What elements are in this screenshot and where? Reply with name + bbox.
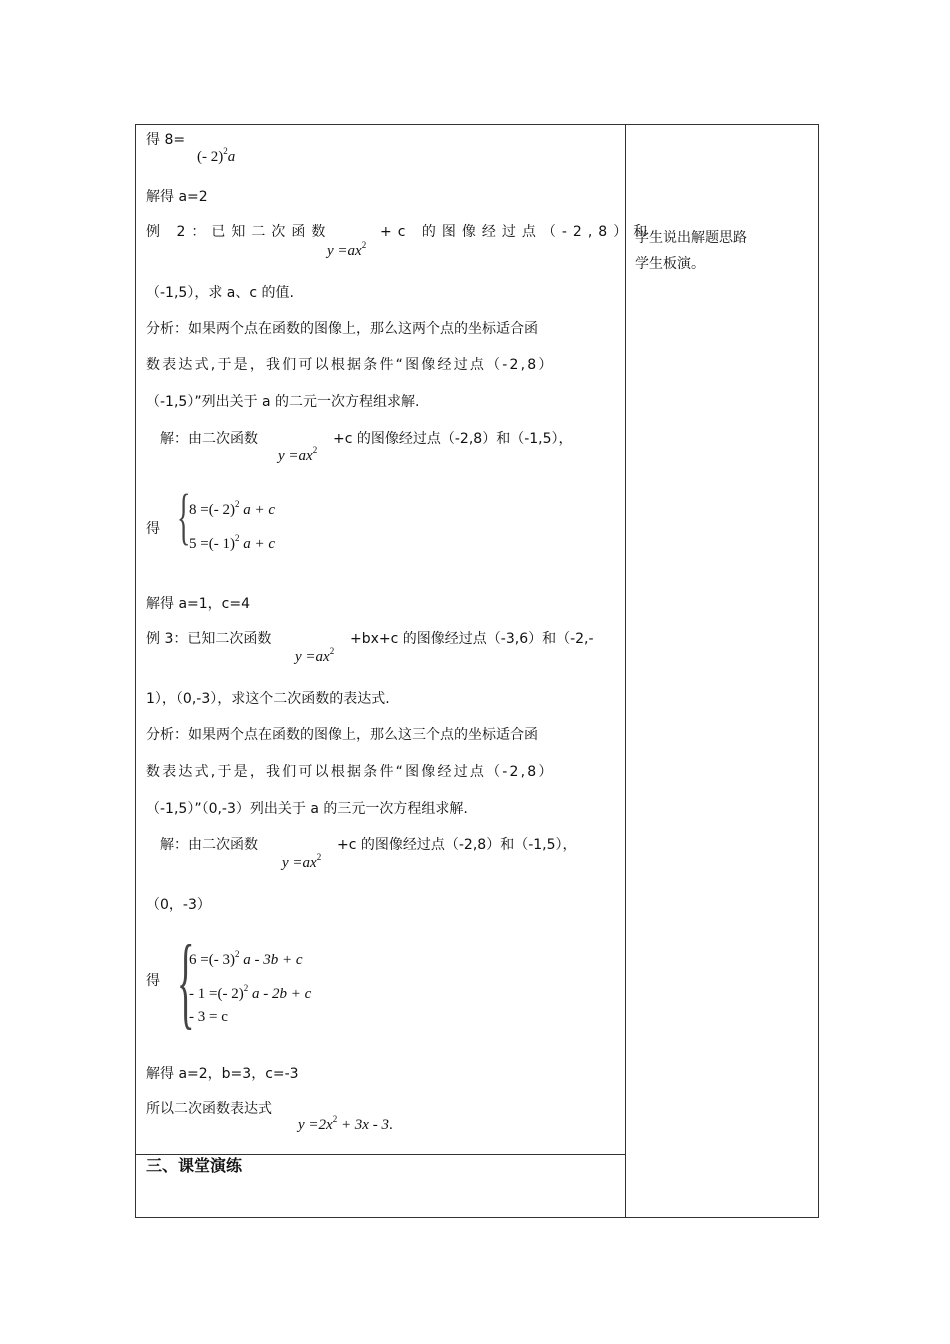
ex3-solution-point: （0，-3） bbox=[146, 897, 211, 913]
ex2-brace: { bbox=[177, 483, 191, 551]
top-expression: (- 2)$^2$a bbox=[197, 146, 236, 165]
section-heading-practice: 三、课堂演练 bbox=[146, 1156, 243, 1175]
ex3-brace: { bbox=[177, 924, 195, 1039]
ex3-solution-tail: +c 的图像经过点（-2,8）和（-1,5）， bbox=[337, 837, 577, 853]
row-divider bbox=[135, 1154, 626, 1155]
ex2-equation-1: 8 =(- 2)$^2$ a + c bbox=[189, 499, 275, 518]
ex3-points: 1），（0,-3），求这个二次函数的表达式. bbox=[146, 691, 390, 707]
result-a2: 解得 a=2 bbox=[146, 189, 208, 205]
ex2-formula: $y =ax^2$ bbox=[327, 240, 367, 259]
ex2-de: 得 bbox=[146, 521, 160, 537]
ex3-analysis-line3: （-1,5）”（0,-3）列出关于 a 的三元一次方程组求解. bbox=[146, 801, 468, 817]
ex3-analysis-line1: 分析：如果两个点在函数的图像上，那么这三个点的坐标适合函 bbox=[146, 727, 538, 743]
top-de-label: 得 8= bbox=[146, 132, 186, 148]
ex3-equation-3: - 3 = c bbox=[189, 1009, 228, 1025]
ex2-intro-tail: +c 的图像经过点（-2,8）和 bbox=[380, 224, 654, 240]
ex2-analysis-line1: 分析：如果两个点在函数的图像上，那么这两个点的坐标适合函 bbox=[146, 321, 538, 337]
ex3-analysis-line2: 数表达式,于是，我们可以根据条件“图像经过点（-2,8） bbox=[146, 764, 555, 780]
right-note-1: 学生说出解题思路 bbox=[635, 230, 747, 246]
ex2-equation-2: 5 =(- 1)$^2$ a + c bbox=[189, 533, 275, 552]
final-intro: 所以二次函数表达式 bbox=[146, 1101, 272, 1117]
ex3-result: 解得 a=2，b=3，c=-3 bbox=[146, 1066, 299, 1082]
ex3-formula: $y =ax^2$ bbox=[295, 646, 335, 665]
ex3-equation-1: 6 =(- 3)$^2$ a - 3b + c bbox=[189, 949, 303, 968]
ex3-solution-formula: $y =ax^2$ bbox=[282, 852, 322, 871]
ex2-analysis-line3: （-1,5）”列出关于 a 的二元一次方程组求解. bbox=[146, 394, 420, 410]
ex3-equation-2: - 1 =(- 2)$^2$ a - 2b + c bbox=[189, 983, 312, 1002]
top-line bbox=[146, 131, 185, 149]
ex2-intro: 例 2：已知二次函数 bbox=[146, 224, 332, 240]
ex2-solution-formula: $y =ax^2$ bbox=[278, 445, 318, 464]
ex2-points: （-1,5），求 a、c 的值. bbox=[146, 285, 294, 301]
ex2-solution-tail: +c 的图像经过点（-2,8）和（-1,5）， bbox=[333, 431, 573, 447]
ex3-intro: 例 3：已知二次函数 bbox=[146, 631, 272, 647]
right-note-2: 学生板演。 bbox=[635, 256, 705, 272]
ex2-analysis-line2: 数表达式,于是，我们可以根据条件“图像经过点（-2,8） bbox=[146, 357, 555, 373]
ex3-solution-intro: 解：由二次函数 bbox=[160, 837, 258, 853]
column-divider bbox=[625, 124, 626, 1218]
ex2-result: 解得 a=1，c=4 bbox=[146, 596, 251, 612]
final-formula: $y =2x^2 + 3x - 3$. bbox=[298, 1114, 393, 1133]
ex3-intro-tail: +bx+c 的图像经过点（-3,6）和（-2,- bbox=[350, 631, 594, 647]
ex2-solution-intro: 解：由二次函数 bbox=[160, 431, 258, 447]
ex3-de: 得 bbox=[146, 973, 160, 989]
